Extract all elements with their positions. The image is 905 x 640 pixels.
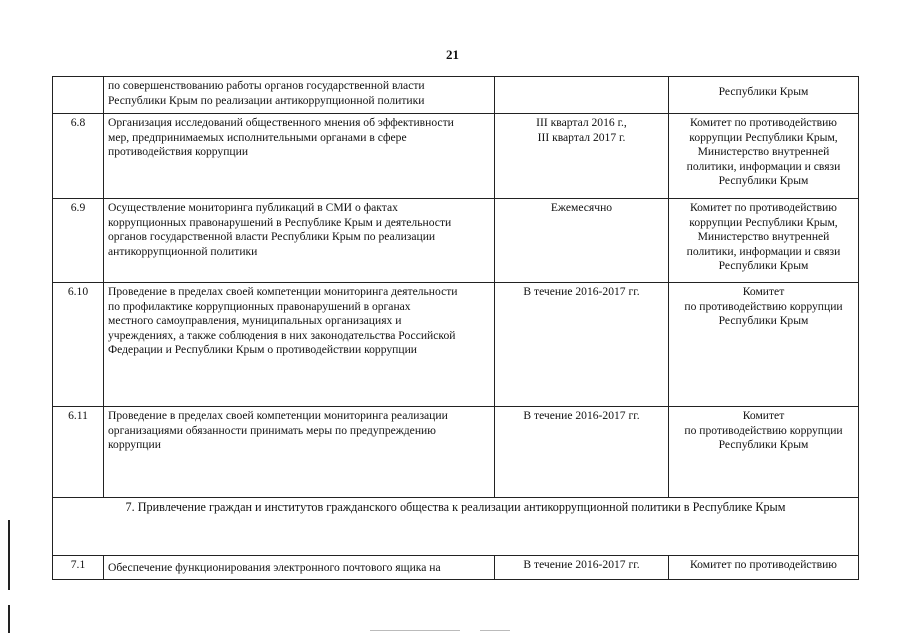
text-line: антикоррупционной политики (108, 244, 258, 258)
text-line: политики, информации и связи (686, 159, 841, 173)
action-plan-table (52, 76, 859, 580)
text-line: Организация исследований общественного мнения об эффективности (108, 116, 454, 129)
row-number: 7.1 (53, 556, 104, 580)
responsible-text (669, 407, 859, 498)
text-line: Республики Крым по реализации антикоррупционной политики (108, 93, 425, 107)
text-line: учреждениях, а также соблюдения в них законодательства Российской (108, 328, 456, 342)
term-text (495, 407, 669, 498)
term-text (495, 114, 669, 199)
text-line: Ежемесячно (550, 201, 613, 214)
scan-artifact-line (480, 630, 510, 631)
row-number: 6.11 (53, 407, 104, 498)
responsible-text: Комитет по противодействию (669, 556, 859, 580)
text-line: коррупционных правонарушений в Республике Крым и деятельности (108, 215, 452, 229)
term-text (495, 77, 669, 114)
text-line: Федерации и Республики Крым о противодействии коррупции (108, 343, 417, 356)
table-row (53, 283, 859, 407)
table-row (53, 556, 859, 580)
row-number: 6.8 (53, 114, 104, 199)
text-line: III квартал 2016 г., (536, 116, 627, 129)
action-text (104, 407, 495, 498)
text-line: Комитет по противодействию (690, 201, 837, 214)
text-line: Республики Крым (718, 174, 809, 187)
text-line: по противодействию коррупции (684, 299, 843, 313)
table-row (53, 114, 859, 199)
text-line: Министерство внутренней (697, 145, 830, 158)
text-line: Осуществление мониторинга публикаций в СМИ о фактах (108, 201, 398, 214)
text-line: по совершенствованию работы органов государственной власти (108, 79, 425, 92)
text-line: Комитет (742, 409, 785, 422)
text-line: Комитет (742, 285, 785, 298)
section-title: 7. Привлечение граждан и институтов гражданского общества к реализации антикоррупционной политики в Республике Крым (53, 498, 859, 556)
text-line: Республики Крым (718, 314, 809, 327)
table-row (53, 199, 859, 283)
text-line: Проведение в пределах своей компетенции мониторинга деятельности (108, 285, 458, 298)
responsible-text (669, 77, 859, 114)
row-number: 6.9 (53, 199, 104, 283)
action-text (104, 283, 495, 407)
text-line: по противодействию коррупции (684, 423, 843, 437)
term-text (495, 283, 669, 407)
text-line: по профилактике коррупционных правонарушений в органах (108, 299, 411, 313)
scan-artifact-line (370, 630, 460, 631)
text-line: В течение 2016-2017 гг. (523, 409, 640, 422)
row-number: 6.10 (53, 283, 104, 407)
text-line: коррупции Республики Крым, (689, 130, 838, 144)
term-text: В течение 2016-2017 гг. (495, 556, 669, 580)
text-line: Комитет по противодействию (690, 116, 837, 129)
text-line: организациями обязанности принимать меры по предупреждению (108, 423, 436, 437)
text-line: органов государственной власти Республики Крым по реализации (108, 230, 436, 243)
section-header-row (53, 498, 859, 556)
text-line: Министерство внутренней (697, 230, 830, 243)
table-row (53, 77, 859, 114)
text-line: коррупции Республики Крым, (689, 215, 838, 229)
text-line: мер, предпринимаемых исполнительными органами в сфере (108, 130, 407, 144)
text-line: Проведение в пределах своей компетенции мониторинга реализации (108, 409, 448, 422)
text-line: Республики Крым (718, 85, 809, 98)
action-text (104, 77, 495, 114)
page-number: 21 (446, 47, 459, 62)
responsible-text (669, 283, 859, 407)
text-line: противодействия коррупции (108, 145, 249, 158)
action-text (104, 199, 495, 283)
text-line: местного самоуправления, муниципальных организациях и (108, 314, 402, 327)
term-text (495, 199, 669, 283)
row-number (53, 77, 104, 114)
table-row (53, 407, 859, 498)
text-line: Республики Крым (718, 259, 809, 272)
action-text: Обеспечение функционирования электронного почтового ящика на (104, 556, 495, 580)
text-line: коррупции (108, 438, 161, 451)
text-line: В течение 2016-2017 гг. (523, 285, 640, 298)
text-line: политики, информации и связи (686, 244, 841, 258)
text-line: III квартал 2017 г. (537, 130, 626, 144)
scan-margin-mark (8, 605, 10, 633)
text-line: Республики Крым (718, 438, 809, 451)
responsible-text (669, 199, 859, 283)
scan-margin-mark (8, 520, 10, 590)
action-text (104, 114, 495, 199)
responsible-text (669, 114, 859, 199)
